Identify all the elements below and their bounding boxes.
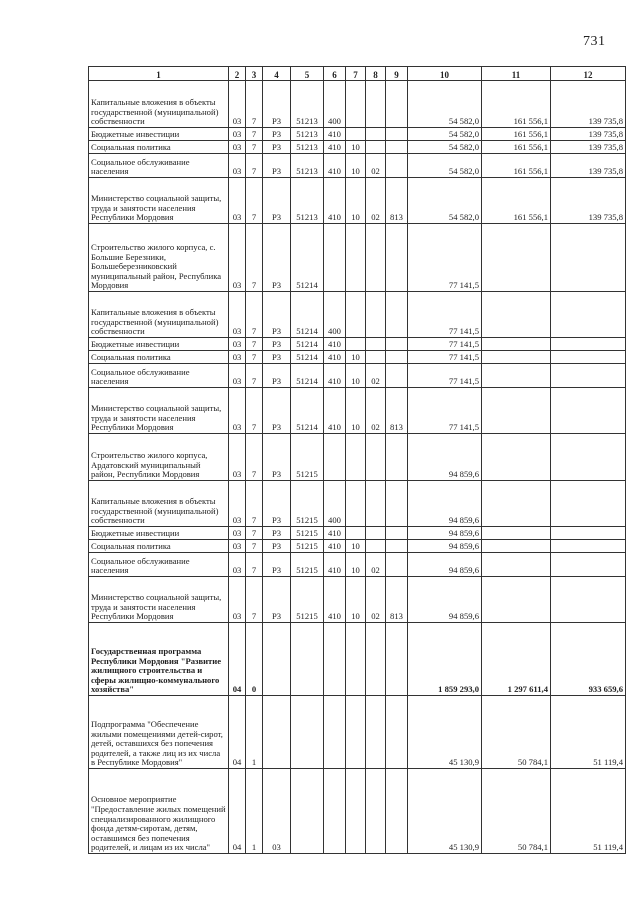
amount-year-1: 1 859 293,0	[408, 623, 482, 696]
code-target-article: 51215	[291, 577, 324, 623]
amount-year-1: 45 130,9	[408, 696, 482, 769]
col-header-4: 4	[263, 67, 291, 81]
code-ministry	[386, 81, 408, 128]
code-expense-type: 410	[324, 388, 346, 434]
code-section	[346, 696, 366, 769]
code-expense-type: 400	[324, 81, 346, 128]
code-razdel: 03	[229, 527, 246, 540]
code-podrazdel: 7	[246, 81, 263, 128]
code-podrazdel: 7	[246, 154, 263, 178]
table-row	[89, 481, 626, 527]
code-program	[263, 623, 291, 696]
row-name: Социальная политика	[89, 351, 229, 364]
table-row	[89, 434, 626, 481]
code-section: 10	[346, 351, 366, 364]
code-section	[346, 224, 366, 292]
amount-year-3: 139 735,8	[551, 154, 626, 178]
code-target-article: 51214	[291, 364, 324, 388]
code-section: 10	[346, 154, 366, 178]
amount-year-1: 77 141,5	[408, 351, 482, 364]
row-name: Социальная политика	[89, 141, 229, 154]
amount-year-3	[551, 292, 626, 338]
table-row	[89, 81, 626, 128]
table-row	[89, 178, 626, 224]
col-header-7: 7	[346, 67, 366, 81]
code-subsection	[366, 481, 386, 527]
amount-year-2	[482, 577, 551, 623]
code-target-article: 51214	[291, 224, 324, 292]
code-expense-type: 410	[324, 527, 346, 540]
amount-year-2	[482, 364, 551, 388]
code-subsection	[366, 434, 386, 481]
table-row	[89, 224, 626, 292]
code-expense-type: 410	[324, 154, 346, 178]
table-row	[89, 623, 626, 696]
code-program: Р3	[263, 351, 291, 364]
table-row	[89, 577, 626, 623]
code-section	[346, 527, 366, 540]
amount-year-3	[551, 527, 626, 540]
code-subsection	[366, 540, 386, 553]
code-ministry	[386, 224, 408, 292]
amount-year-2: 50 784,1	[482, 769, 551, 854]
amount-year-1: 77 141,5	[408, 388, 482, 434]
code-target-article: 51213	[291, 81, 324, 128]
code-podrazdel: 7	[246, 141, 263, 154]
row-name: Строительство жилого корпуса, с. Большие Березники, Большеберезниковский муниципальный район, Республика Мордовия	[89, 224, 229, 292]
col-header-6: 6	[324, 67, 346, 81]
amount-year-3	[551, 540, 626, 553]
amount-year-2	[482, 338, 551, 351]
col-header-8: 8	[366, 67, 386, 81]
code-program: Р3	[263, 292, 291, 338]
code-podrazdel: 7	[246, 338, 263, 351]
code-program: Р3	[263, 540, 291, 553]
code-section: 10	[346, 553, 366, 577]
table-row	[89, 769, 626, 854]
code-target-article	[291, 696, 324, 769]
col-header-2: 2	[229, 67, 246, 81]
code-subsection	[366, 527, 386, 540]
amount-year-1: 54 582,0	[408, 141, 482, 154]
code-program: Р3	[263, 128, 291, 141]
code-podrazdel: 7	[246, 292, 263, 338]
code-expense-type: 410	[324, 364, 346, 388]
code-section: 10	[346, 364, 366, 388]
code-subsection	[366, 623, 386, 696]
amount-year-3: 139 735,8	[551, 141, 626, 154]
code-target-article: 51214	[291, 388, 324, 434]
code-subsection	[366, 351, 386, 364]
code-razdel: 03	[229, 553, 246, 577]
amount-year-2	[482, 224, 551, 292]
amount-year-3	[551, 388, 626, 434]
code-program: Р3	[263, 178, 291, 224]
code-section: 10	[346, 577, 366, 623]
code-subsection	[366, 141, 386, 154]
table-row	[89, 540, 626, 553]
code-podrazdel: 7	[246, 481, 263, 527]
amount-year-2: 161 556,1	[482, 128, 551, 141]
code-ministry	[386, 364, 408, 388]
code-program: Р3	[263, 141, 291, 154]
code-subsection: 02	[366, 154, 386, 178]
amount-year-3	[551, 364, 626, 388]
amount-year-1: 54 582,0	[408, 81, 482, 128]
code-section	[346, 769, 366, 854]
code-podrazdel: 7	[246, 553, 263, 577]
amount-year-1: 94 859,6	[408, 527, 482, 540]
code-podrazdel: 7	[246, 388, 263, 434]
code-ministry	[386, 769, 408, 854]
amount-year-3	[551, 481, 626, 527]
row-name: Министерство социальной защиты, труда и занятости населения Республики Мордовия	[89, 577, 229, 623]
code-expense-type: 410	[324, 553, 346, 577]
amount-year-2	[482, 388, 551, 434]
amount-year-1: 54 582,0	[408, 128, 482, 141]
code-target-article: 51215	[291, 481, 324, 527]
code-podrazdel: 7	[246, 434, 263, 481]
table-row	[89, 364, 626, 388]
code-section: 10	[346, 540, 366, 553]
row-name: Капитальные вложения в объекты государственной (муниципальной) собственности	[89, 292, 229, 338]
code-razdel: 03	[229, 141, 246, 154]
code-expense-type	[324, 769, 346, 854]
table-row	[89, 128, 626, 141]
code-target-article: 51213	[291, 154, 324, 178]
amount-year-3	[551, 553, 626, 577]
code-section	[346, 81, 366, 128]
code-ministry	[386, 434, 408, 481]
amount-year-1: 94 859,6	[408, 481, 482, 527]
code-ministry	[386, 292, 408, 338]
table-row	[89, 351, 626, 364]
code-subsection: 02	[366, 577, 386, 623]
code-ministry	[386, 154, 408, 178]
page-number: 731	[583, 34, 606, 49]
amount-year-2	[482, 292, 551, 338]
amount-year-2: 50 784,1	[482, 696, 551, 769]
amount-year-3: 139 735,8	[551, 178, 626, 224]
code-expense-type: 410	[324, 178, 346, 224]
row-name: Основное мероприятие "Предоставление жилых помещений специализированного жилищного фонда детям-сиротам, детям, оставшимся без попечения родителей, и лицам из их числа"	[89, 769, 229, 854]
amount-year-1: 77 141,5	[408, 224, 482, 292]
table-row	[89, 292, 626, 338]
row-name: Социальное обслуживание населения	[89, 154, 229, 178]
code-target-article: 51214	[291, 338, 324, 351]
code-subsection	[366, 81, 386, 128]
code-target-article: 51214	[291, 292, 324, 338]
code-target-article: 51215	[291, 527, 324, 540]
code-podrazdel: 7	[246, 527, 263, 540]
code-razdel: 03	[229, 292, 246, 338]
code-podrazdel: 0	[246, 623, 263, 696]
col-header-3: 3	[246, 67, 263, 81]
header-row	[89, 67, 626, 81]
row-name: Государственная программа Республики Мордовия "Развитие жилищного строительства и сферы жилищно-коммунального хозяйства"	[89, 623, 229, 696]
code-subsection	[366, 338, 386, 351]
code-subsection	[366, 292, 386, 338]
code-subsection: 02	[366, 364, 386, 388]
code-podrazdel: 7	[246, 178, 263, 224]
code-ministry	[386, 141, 408, 154]
code-razdel: 03	[229, 577, 246, 623]
code-target-article: 51215	[291, 553, 324, 577]
amount-year-1: 94 859,6	[408, 553, 482, 577]
amount-year-2	[482, 351, 551, 364]
code-ministry	[386, 527, 408, 540]
row-name: Министерство социальной защиты, труда и занятости населения Республики Мордовия	[89, 178, 229, 224]
amount-year-3: 51 119,4	[551, 696, 626, 769]
amount-year-3: 139 735,8	[551, 128, 626, 141]
table-row	[89, 388, 626, 434]
code-ministry: 813	[386, 178, 408, 224]
table-row	[89, 696, 626, 769]
code-program	[263, 696, 291, 769]
code-program: Р3	[263, 577, 291, 623]
col-header-12: 12	[551, 67, 626, 81]
amount-year-2: 161 556,1	[482, 81, 551, 128]
col-header-10: 10	[408, 67, 482, 81]
code-expense-type: 410	[324, 128, 346, 141]
code-program: Р3	[263, 224, 291, 292]
row-name: Социальная политика	[89, 540, 229, 553]
row-name: Министерство социальной защиты, труда и занятости населения Республики Мордовия	[89, 388, 229, 434]
row-name: Строительство жилого корпуса, Ардатовский муниципальный район, Республики Мордовия	[89, 434, 229, 481]
budget-table	[88, 66, 626, 854]
code-razdel: 03	[229, 81, 246, 128]
code-ministry	[386, 351, 408, 364]
code-subsection	[366, 224, 386, 292]
code-subsection: 02	[366, 178, 386, 224]
code-subsection: 02	[366, 553, 386, 577]
code-subsection	[366, 696, 386, 769]
amount-year-2: 161 556,1	[482, 154, 551, 178]
amount-year-3: 933 659,6	[551, 623, 626, 696]
code-expense-type: 410	[324, 141, 346, 154]
code-target-article: 51214	[291, 351, 324, 364]
code-section	[346, 481, 366, 527]
code-razdel: 03	[229, 540, 246, 553]
code-ministry: 813	[386, 388, 408, 434]
code-section	[346, 128, 366, 141]
amount-year-3	[551, 224, 626, 292]
code-program: 03	[263, 769, 291, 854]
code-section	[346, 434, 366, 481]
code-razdel: 03	[229, 364, 246, 388]
col-header-11: 11	[482, 67, 551, 81]
code-target-article	[291, 623, 324, 696]
code-ministry	[386, 128, 408, 141]
amount-year-1: 54 582,0	[408, 154, 482, 178]
code-program: Р3	[263, 481, 291, 527]
code-section	[346, 292, 366, 338]
code-ministry	[386, 481, 408, 527]
row-name: Бюджетные инвестиции	[89, 338, 229, 351]
code-ministry	[386, 623, 408, 696]
table-row	[89, 553, 626, 577]
code-expense-type	[324, 224, 346, 292]
code-program: Р3	[263, 553, 291, 577]
code-ministry	[386, 540, 408, 553]
code-podrazdel: 1	[246, 769, 263, 854]
amount-year-3: 139 735,8	[551, 81, 626, 128]
code-program: Р3	[263, 338, 291, 351]
code-section: 10	[346, 178, 366, 224]
code-podrazdel: 7	[246, 224, 263, 292]
code-expense-type: 410	[324, 540, 346, 553]
code-subsection	[366, 128, 386, 141]
row-name: Капитальные вложения в объекты государственной (муниципальной) собственности	[89, 81, 229, 128]
code-ministry	[386, 553, 408, 577]
code-expense-type: 410	[324, 338, 346, 351]
code-target-article: 51213	[291, 128, 324, 141]
code-expense-type: 410	[324, 577, 346, 623]
code-podrazdel: 1	[246, 696, 263, 769]
code-razdel: 03	[229, 481, 246, 527]
amount-year-1: 77 141,5	[408, 338, 482, 351]
col-header-5: 5	[291, 67, 324, 81]
code-target-article: 51215	[291, 434, 324, 481]
amount-year-2	[482, 553, 551, 577]
amount-year-1: 94 859,6	[408, 434, 482, 481]
table-row	[89, 154, 626, 178]
amount-year-2: 161 556,1	[482, 141, 551, 154]
code-expense-type: 410	[324, 351, 346, 364]
table-row	[89, 141, 626, 154]
code-razdel: 03	[229, 388, 246, 434]
code-target-article: 51213	[291, 141, 324, 154]
code-razdel: 03	[229, 154, 246, 178]
code-expense-type: 400	[324, 292, 346, 338]
amount-year-2: 1 297 611,4	[482, 623, 551, 696]
amount-year-2	[482, 540, 551, 553]
code-podrazdel: 7	[246, 364, 263, 388]
table-row	[89, 338, 626, 351]
code-section	[346, 338, 366, 351]
row-name: Бюджетные инвестиции	[89, 527, 229, 540]
code-subsection	[366, 769, 386, 854]
code-razdel: 03	[229, 434, 246, 481]
code-podrazdel: 7	[246, 128, 263, 141]
amount-year-1: 94 859,6	[408, 540, 482, 553]
amount-year-1: 77 141,5	[408, 292, 482, 338]
row-name: Капитальные вложения в объекты государственной (муниципальной) собственности	[89, 481, 229, 527]
amount-year-2	[482, 481, 551, 527]
code-expense-type	[324, 623, 346, 696]
code-expense-type	[324, 696, 346, 769]
code-expense-type: 400	[324, 481, 346, 527]
code-expense-type	[324, 434, 346, 481]
code-target-article: 51215	[291, 540, 324, 553]
amount-year-3	[551, 434, 626, 481]
code-razdel: 03	[229, 128, 246, 141]
amount-year-3	[551, 338, 626, 351]
code-podrazdel: 7	[246, 577, 263, 623]
code-program: Р3	[263, 364, 291, 388]
amount-year-2	[482, 434, 551, 481]
row-name: Подпрограмма "Обеспечение жилыми помещениями детей-сирот, детей, оставшихся без попечения родителей, а также лиц из их числа в Республике Мордовия"	[89, 696, 229, 769]
amount-year-1: 45 130,9	[408, 769, 482, 854]
code-target-article	[291, 769, 324, 854]
code-razdel: 03	[229, 224, 246, 292]
amount-year-1: 54 582,0	[408, 178, 482, 224]
code-razdel: 03	[229, 351, 246, 364]
amount-year-2: 161 556,1	[482, 178, 551, 224]
code-podrazdel: 7	[246, 351, 263, 364]
code-razdel: 03	[229, 338, 246, 351]
amount-year-3: 51 119,4	[551, 769, 626, 854]
code-program: Р3	[263, 81, 291, 128]
code-razdel: 04	[229, 769, 246, 854]
code-program: Р3	[263, 154, 291, 178]
code-section: 10	[346, 141, 366, 154]
table-row	[89, 527, 626, 540]
row-name: Бюджетные инвестиции	[89, 128, 229, 141]
code-section	[346, 623, 366, 696]
code-razdel: 04	[229, 696, 246, 769]
code-podrazdel: 7	[246, 540, 263, 553]
amount-year-1: 94 859,6	[408, 577, 482, 623]
code-razdel: 04	[229, 623, 246, 696]
code-program: Р3	[263, 388, 291, 434]
amount-year-2	[482, 527, 551, 540]
amount-year-3	[551, 577, 626, 623]
code-ministry	[386, 696, 408, 769]
code-target-article: 51213	[291, 178, 324, 224]
col-header-9: 9	[386, 67, 408, 81]
code-program: Р3	[263, 527, 291, 540]
row-name: Социальное обслуживание населения	[89, 364, 229, 388]
col-header-1: 1	[89, 67, 229, 81]
code-section: 10	[346, 388, 366, 434]
code-program: Р3	[263, 434, 291, 481]
amount-year-1: 77 141,5	[408, 364, 482, 388]
amount-year-3	[551, 351, 626, 364]
code-ministry: 813	[386, 577, 408, 623]
row-name: Социальное обслуживание населения	[89, 553, 229, 577]
code-ministry	[386, 338, 408, 351]
code-razdel: 03	[229, 178, 246, 224]
code-subsection: 02	[366, 388, 386, 434]
